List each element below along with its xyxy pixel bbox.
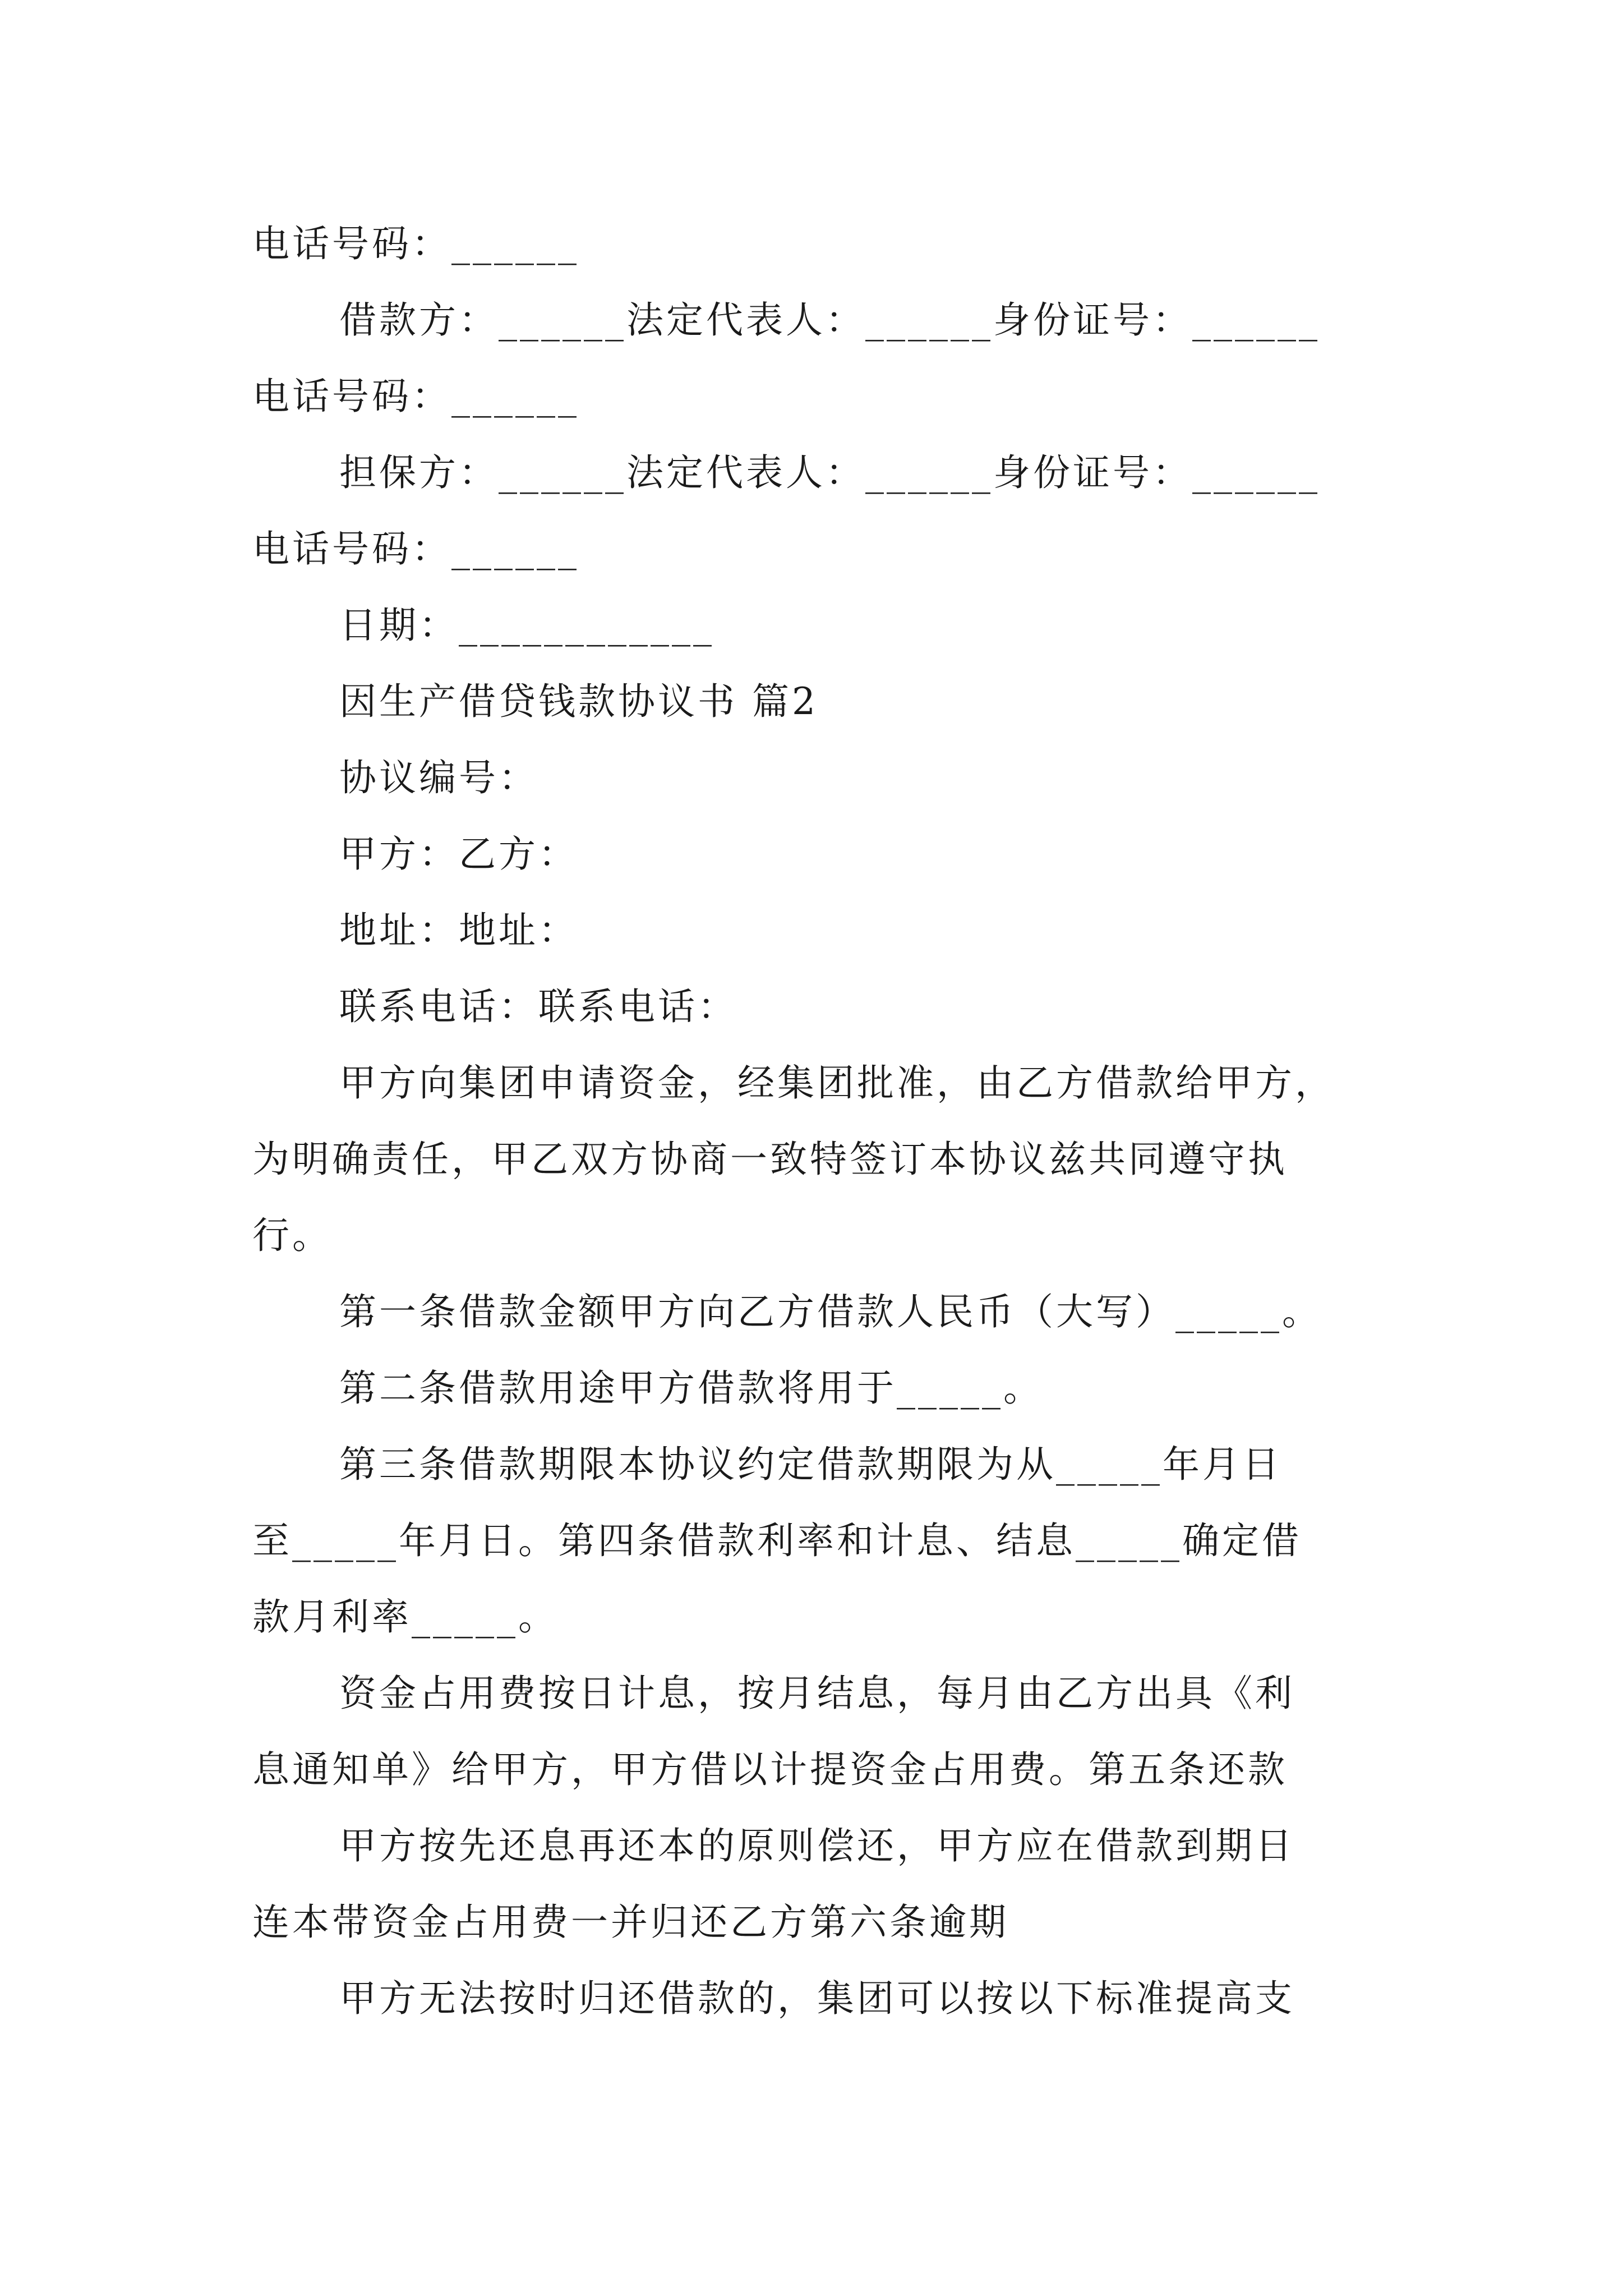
paragraph-line: 行。 [252,1214,332,1257]
agreement-heading: 因生产借贷钱款协议书 篇2 [339,680,818,723]
phone-number-line: 电话号码：______ [252,527,579,570]
paragraph-line: 甲方无法按时归还借款的，集团可以按以下标准提高支 [339,1977,1295,2020]
contact-phone-line: 联系电话：联系电话： [339,985,737,1028]
phone-number-line: 电话号码：______ [252,222,579,265]
paragraph-line: 为明确责任，甲乙双方协商一致特签订本协议兹共同遵守执 [252,1138,1288,1181]
agreement-number-line: 协议编号： [339,756,538,799]
article-2-line: 第二条借款用途甲方借款将用于_____。 [339,1366,1043,1410]
paragraph-line: 甲方按先还息再还本的原则偿还，甲方应在借款到期日 [339,1824,1295,1867]
address-line: 地址：地址： [339,909,578,952]
article-3-line: 第三条借款期限本协议约定借款期限为从_____年月日 [339,1443,1282,1486]
phone-number-line: 电话号码：______ [252,375,579,418]
paragraph-line: 款月利率_____。 [252,1595,558,1639]
paragraph-line: 甲方向集团申请资金，经集团批准，由乙方借款给甲方， [339,1061,1335,1105]
paragraph-line: 至_____年月日。第四条借款利率和计息、结息_____确定借 [252,1519,1302,1562]
paragraph-line: 资金占用费按日计息，按月结息，每月由乙方出具《利 [339,1672,1295,1715]
parties-line: 甲方：乙方： [339,832,578,876]
date-line: 日期：____________ [339,604,714,647]
article-1-line: 第一条借款金额甲方向乙方借款人民币（大写）_____。 [339,1290,1322,1333]
guarantor-info-line: 担保方：______法定代表人：______身份证号：______ [339,451,1320,494]
borrower-info-line: 借款方：______法定代表人：______身份证号：______ [339,298,1320,342]
paragraph-line: 息通知单》给甲方，甲方借以计提资金占用费。第五条还款 [252,1748,1288,1791]
paragraph-line: 连本带资金占用费一并归还乙方第六条逾期 [252,1901,1009,1944]
